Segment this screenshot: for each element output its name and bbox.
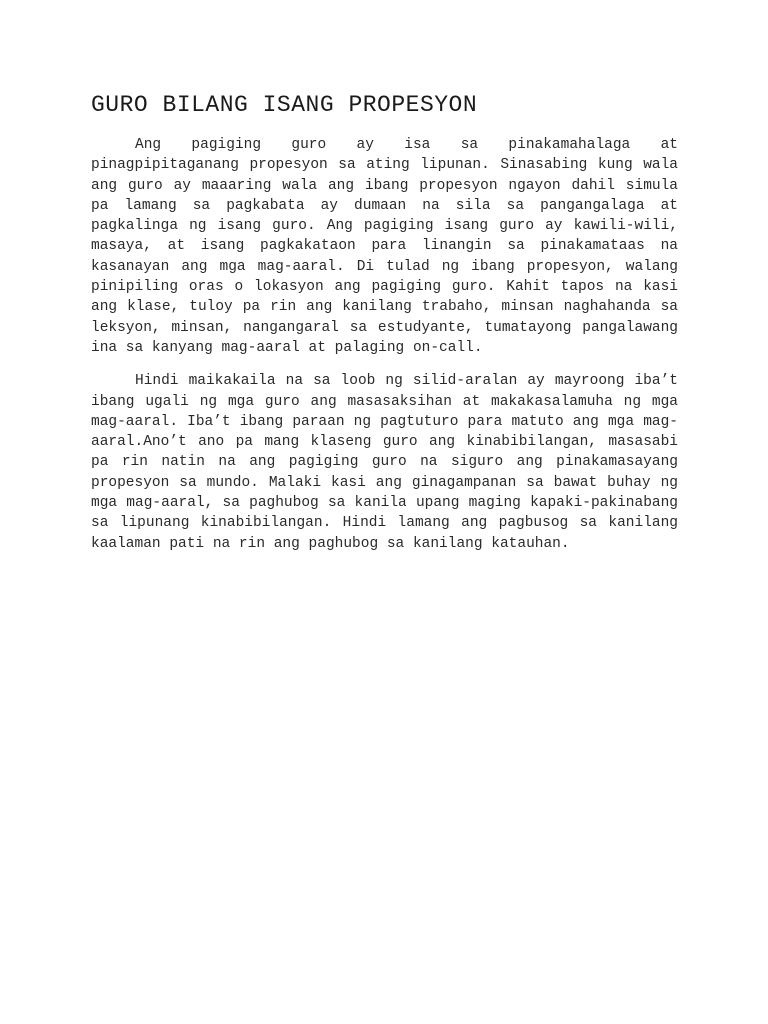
paragraph: Ang pagiging guro ay isa sa pinakamahalaga at pinagpipitaganang propesyon sa ating lipunan. Sinasabing kung wala ang guro ay maaaring wala ang ibang propesyon ngayon dahil simula pa lamang sa pagkabata ay dumaan na sila sa pangangalaga at pagkalinga ng isang guro. Ang pagiging isang guro ay kawili-wili, masaya, at isang pagkakataon para linangin sa pinakamataas na kasanayan ang mga mag-aaral. Di tulad ng ibang propesyon, walang pinipiling oras o lokasyon ang pagiging guro. Kahit tapos na kasi ang klase, tuloy pa rin ang kanilang trabaho, minsan naghahanda sa leksyon, minsan, nangangaral sa estudyante, tumatayong pangalawang ina sa kanyang mag-aaral at palaging on-call. [91,137,678,356]
document-body [91,135,678,567]
paragraph: Hindi maikakaila na sa loob ng silid-aralan ay mayroong iba’t ibang ugali ng mga guro ang masasaksihan at makakasalamuha ng mga mag-aaral. Iba’t ibang paraan ng pagtuturo para matuto ang mga mag-aaral.Ano’t ano pa mang klaseng guro ang kinabibilangan, masasabi pa rin natin na ang pagiging guro na siguro ang pinakamasayang propesyon sa mundo. Malaki kasi ang ginagampanan sa bawat buhay ng mga mag-aaral, sa paghubog sa kanila upang maging kapaki-pakinabang sa lipunang kinabibilangan. Hindi lamang ang pagbusog sa kanilang kaalaman pati na rin ang paghubog sa kanilang katauhan. [91,373,678,552]
document-title: GURO BILANG ISANG PROPESYON [91,92,478,118]
